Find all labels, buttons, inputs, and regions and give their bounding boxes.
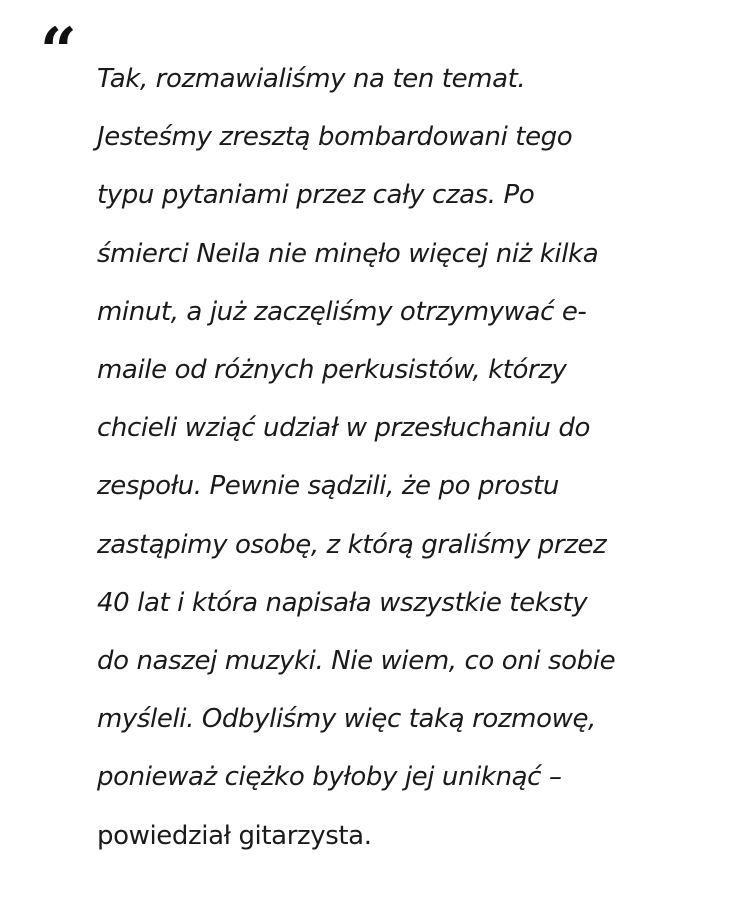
quote-line: minut, a już zaczęliśmy otrzymywać e- [97,296,587,327]
quote-line: chcieli wziąć udział w przesłuchaniu do [97,413,590,444]
quote-line: śmierci Neila nie minęło więcej niż kilka [97,238,599,269]
quote-line: myśleli. Odbyliśmy więc taką rozmowę, [97,704,596,735]
quote-text [97,50,657,865]
quote-line: Jesteśmy zresztą bombardowani tego [97,122,573,153]
quote-line: ponieważ ciężko byłoby jej uniknąć – [97,762,562,793]
quote-line: maile od różnych perkusistów, którzy [97,355,567,386]
quote-line: Tak, rozmawialiśmy na ten temat. [97,64,526,94]
quote-line: zastąpimy osobę, z którą graliśmy przez [97,529,607,560]
quote-attribution: powiedział gitarzysta. [97,820,372,851]
quote-line: 40 lat i która napisała wszystkie teksty [97,587,588,618]
quote-line: zespołu. Pewnie sądzili, że po prostu [97,471,559,502]
quote-mark-icon: “ [40,14,77,89]
quote-line: do naszej muzyki. Nie wiem, co oni sobie [97,646,616,677]
quote-line: typu pytaniami przez cały czas. Po [97,180,535,211]
